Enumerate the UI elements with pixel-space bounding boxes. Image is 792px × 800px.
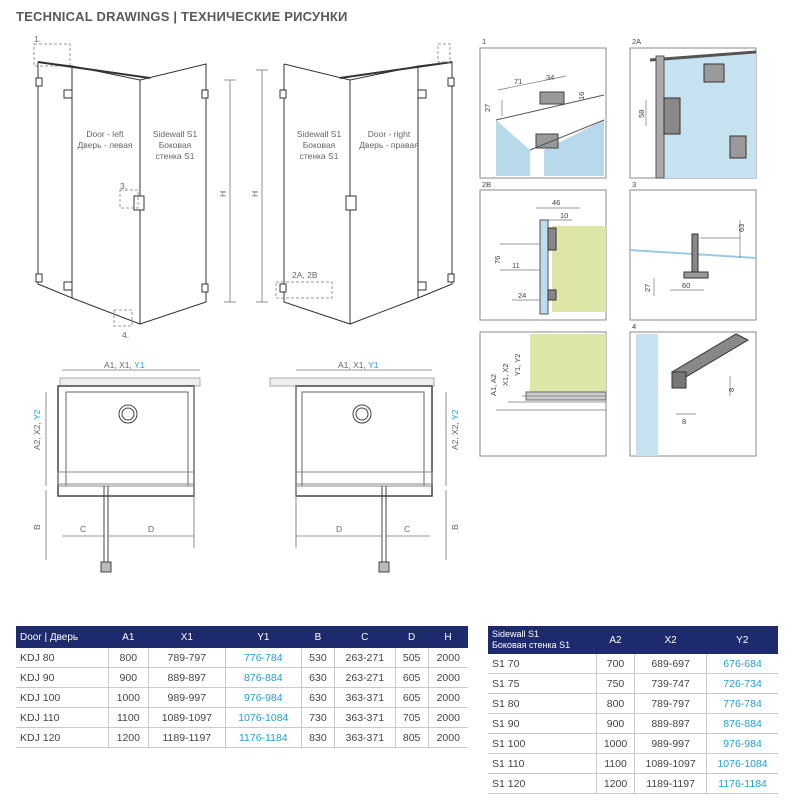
table-row (16, 708, 468, 728)
detail-plan-y: Y1, Y2 (513, 353, 522, 376)
callout-3: 3. (120, 181, 128, 191)
detail-2b-dim-46: 46 (552, 198, 561, 207)
detail-2b-label: 2B (482, 180, 492, 189)
plan-right-b: B (450, 524, 460, 530)
sidewall-label-en: Sidewall S1 (152, 129, 198, 139)
callout-4: 4. (122, 330, 130, 340)
plan-right-c: C (404, 524, 411, 534)
cell-a1: 800 (108, 648, 149, 668)
table-row (488, 674, 778, 694)
cell-x1: 789-797 (149, 648, 225, 668)
cell-x1: 1089-1097 (149, 708, 225, 728)
cell-y1: 776-784 (225, 648, 301, 668)
table-row (488, 774, 778, 794)
table-header-c: C (334, 626, 395, 648)
table-header-row (16, 626, 468, 648)
cell-x2: 989-997 (635, 734, 707, 754)
detail-plan (480, 332, 606, 456)
cell-a2: 1100 (596, 754, 634, 774)
detail-1-dim-71: 71 (514, 77, 523, 86)
cell-x2: 739-747 (635, 674, 707, 694)
cell-a2: 700 (596, 654, 634, 674)
table-header-sidewall: Sidewall S1 Боковая стенка S1 (488, 626, 596, 654)
cell-model: KDJ 100 (16, 688, 108, 708)
cell-h: 2000 (428, 648, 468, 668)
cell-x2: 1089-1097 (635, 754, 707, 774)
detail-1 (480, 48, 606, 178)
cell-c: 363-371 (334, 708, 395, 728)
cell-y1: 876-884 (225, 668, 301, 688)
cell-a1: 900 (108, 668, 149, 688)
cell-a2: 1200 (596, 774, 634, 794)
table-header-h: H (428, 626, 468, 648)
cell-a2: 1000 (596, 734, 634, 754)
cell-x2: 789-797 (635, 694, 707, 714)
callout-2a-2b: 2A, 2B (292, 270, 318, 280)
table-header-y2: Y2 (707, 626, 778, 654)
cell-model: S1 110 (488, 754, 596, 774)
table-row (488, 694, 778, 714)
cell-y2: 676-684 (707, 654, 778, 674)
table-row (16, 668, 468, 688)
plan-right-side-dim: A2, X2, Y2 (450, 409, 460, 450)
table-row (488, 754, 778, 774)
detail-2b-dim-11: 11 (512, 261, 520, 270)
cell-c: 263-271 (334, 668, 395, 688)
cell-h: 2000 (428, 728, 468, 748)
detail-3-dim-27: 27 (643, 283, 652, 292)
detail-2b-dim-76: 76 (493, 255, 502, 264)
sidewall-label-ru1: Боковая (158, 140, 192, 150)
table-header-b: B (302, 626, 335, 648)
cell-model: KDJ 80 (16, 648, 108, 668)
detail-3-label: 3 (632, 180, 637, 189)
detail-4-dim-8a: 8 (727, 387, 736, 392)
detail-2b (480, 190, 606, 320)
cell-x1: 889-897 (149, 668, 225, 688)
cell-a2: 750 (596, 674, 634, 694)
cell-d: 505 (395, 648, 428, 668)
plan-left-side-dim: A2, X2, Y2 (32, 409, 42, 450)
cell-d: 705 (395, 708, 428, 728)
cell-y2: 976-984 (707, 734, 778, 754)
cell-h: 2000 (428, 668, 468, 688)
sidewall-size-table (488, 626, 778, 794)
cell-y1: 976-984 (225, 688, 301, 708)
callout-1: 1. (34, 34, 42, 44)
detail-plan-a: A1, A2 (489, 373, 498, 396)
cell-y1: 1176-1184 (225, 728, 301, 748)
cell-h: 2000 (428, 708, 468, 728)
page-title: TECHNICAL DRAWINGS | ТЕХНИЧЕСКИЕ РИСУНКИ (16, 9, 348, 24)
sidewall-label-ru2: стенка S1 (155, 151, 195, 161)
left-plan-drawing (46, 370, 200, 572)
door-left-label-ru: Дверь - левая (77, 140, 133, 150)
cell-d: 605 (395, 688, 428, 708)
cell-y1: 1076-1084 (225, 708, 301, 728)
cell-y2: 1076-1084 (707, 754, 778, 774)
cell-y2: 776-784 (707, 694, 778, 714)
cell-h: 2000 (428, 688, 468, 708)
table-header-door: Door | Дверь (16, 626, 108, 648)
door-left-label-en: Door - left (86, 129, 124, 139)
cell-c: 363-371 (334, 728, 395, 748)
cell-b: 730 (302, 708, 335, 728)
detail-2a (630, 48, 756, 178)
door-right-label-ru: Дверь - правая (359, 140, 419, 150)
cell-d: 805 (395, 728, 428, 748)
cell-b: 630 (302, 688, 335, 708)
table-header-y1: Y1 (225, 626, 301, 648)
cell-model: S1 90 (488, 714, 596, 734)
height-label: H (218, 190, 228, 197)
right-plan-drawing (270, 370, 446, 572)
plan-left-c: C (80, 524, 87, 534)
cell-x2: 889-897 (635, 714, 707, 734)
cell-model: KDJ 90 (16, 668, 108, 688)
detail-4-label: 4 (632, 322, 637, 331)
cell-model: S1 75 (488, 674, 596, 694)
table-header-a1: A1 (108, 626, 149, 648)
cell-model: S1 70 (488, 654, 596, 674)
table-header-x2: X2 (635, 626, 707, 654)
cell-model: S1 80 (488, 694, 596, 714)
table-row (16, 648, 468, 668)
plan-right-d: D (336, 524, 343, 534)
cell-y2: 726-734 (707, 674, 778, 694)
cell-x1: 989-997 (149, 688, 225, 708)
detail-4-dim-8b: 8 (682, 417, 687, 426)
table-row (488, 734, 778, 754)
left-elevation-drawing (34, 44, 236, 326)
right-elevation-drawing (256, 44, 454, 324)
cell-y2: 1176-1184 (707, 774, 778, 794)
table-header-a2: A2 (596, 626, 634, 654)
plan-right-top-dim: A1, X1, Y1 (338, 360, 379, 370)
detail-2b-dim-24: 24 (518, 291, 527, 300)
cell-c: 263-271 (334, 648, 395, 668)
detail-1-dim-16: 16 (577, 91, 586, 100)
detail-2a-label: 2A (632, 37, 642, 46)
plan-left-d: D (148, 524, 155, 534)
cell-model: KDJ 120 (16, 728, 108, 748)
detail-4 (630, 332, 756, 456)
detail-2a-dim-58: 58 (637, 109, 646, 118)
detail-3-dim-63: 63 (737, 223, 746, 232)
detail-3 (630, 190, 756, 320)
cell-model: KDJ 110 (16, 708, 108, 728)
table-row (16, 688, 468, 708)
cell-a1: 1000 (108, 688, 149, 708)
detail-3-dim-60: 60 (682, 281, 691, 290)
detail-1-dim-27: 27 (483, 103, 492, 112)
door-right-label-en: Door - right (367, 129, 411, 139)
cell-a2: 900 (596, 714, 634, 734)
detail-1-dim-34: 34 (546, 73, 555, 82)
plan-left-b: B (32, 524, 42, 530)
sidewall-r-label-en: Sidewall S1 (296, 129, 342, 139)
cell-c: 363-371 (334, 688, 395, 708)
table-header-d: D (395, 626, 428, 648)
cell-model: S1 100 (488, 734, 596, 754)
cell-b: 830 (302, 728, 335, 748)
cell-a1: 1100 (108, 708, 149, 728)
table-row (16, 728, 468, 748)
door-size-table (16, 626, 468, 748)
cell-b: 530 (302, 648, 335, 668)
table-row (488, 714, 778, 734)
cell-model: S1 120 (488, 774, 596, 794)
detail-1-label: 1 (482, 37, 487, 46)
cell-x2: 689-697 (635, 654, 707, 674)
cell-a1: 1200 (108, 728, 149, 748)
sidewall-r-label-ru2: стенка S1 (299, 151, 339, 161)
cell-d: 605 (395, 668, 428, 688)
plan-left-top-dim: A1, X1, Y1 (104, 360, 145, 370)
height-label-right: H (250, 190, 260, 197)
detail-2b-dim-10: 10 (560, 211, 569, 220)
cell-x2: 1189-1197 (635, 774, 707, 794)
table-header-row (488, 626, 778, 654)
cell-b: 630 (302, 668, 335, 688)
cell-a2: 800 (596, 694, 634, 714)
table-header-x1: X1 (149, 626, 225, 648)
cell-y2: 876-884 (707, 714, 778, 734)
table-row (488, 654, 778, 674)
detail-plan-x: X1, X2 (501, 363, 510, 386)
cell-x1: 1189-1197 (149, 728, 225, 748)
sidewall-r-label-ru1: Боковая (302, 140, 336, 150)
